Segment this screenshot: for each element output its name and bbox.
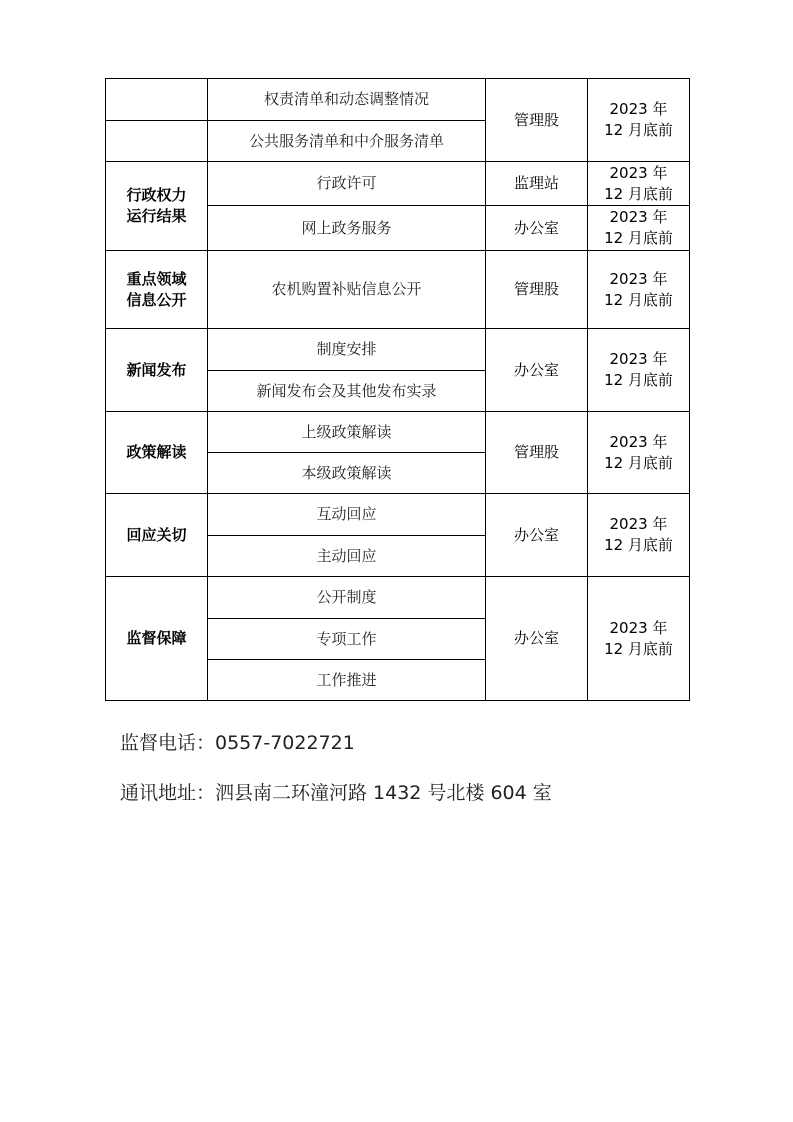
item-cell: 制度安排 — [208, 329, 486, 371]
item-cell: 本级政策解读 — [208, 453, 486, 494]
dept-cell: 办公室 — [486, 577, 588, 701]
date-deadline: 12 月底前 — [604, 453, 673, 472]
date-year: 2023 年 — [609, 515, 668, 533]
table-row — [106, 577, 690, 619]
date-cell — [588, 251, 690, 329]
category-cell — [106, 79, 208, 121]
supervision-phone: 监督电话：0557-7022721 — [120, 732, 355, 754]
mailing-address: 通讯地址：泗县南二环潼河路 1432 号北楼 604 室 — [120, 782, 552, 804]
category-line: 信息公开 — [126, 290, 187, 309]
date-cell — [588, 329, 690, 412]
item-cell: 行政许可 — [208, 162, 486, 206]
date-year: 2023 年 — [609, 432, 668, 451]
dept-cell: 管理股 — [486, 412, 588, 494]
category-line: 运行结果 — [126, 207, 187, 225]
table-row — [106, 329, 690, 371]
date-year: 2023 年 — [609, 163, 668, 182]
item-cell: 权责清单和动态调整情况 — [208, 79, 486, 121]
category-line: 行政权力 — [126, 186, 187, 204]
item-cell: 专项工作 — [208, 619, 486, 660]
category-cell: 政策解读 — [106, 412, 208, 494]
date-deadline: 12 月底前 — [604, 229, 673, 247]
table-row — [106, 494, 690, 536]
date-cell — [588, 412, 690, 494]
date-year: 2023 年 — [609, 350, 668, 368]
date-cell — [588, 494, 690, 577]
item-cell: 主动回应 — [208, 536, 486, 577]
table-row — [106, 251, 690, 329]
table-row — [106, 412, 690, 453]
dept-cell: 办公室 — [486, 329, 588, 412]
item-cell: 工作推进 — [208, 660, 486, 701]
category-cell: 监督保障 — [106, 577, 208, 701]
category-cell — [106, 251, 208, 329]
disclosure-table — [105, 78, 690, 701]
date-cell — [588, 162, 690, 206]
date-cell — [588, 577, 690, 701]
item-cell: 网上政务服务 — [208, 206, 486, 251]
date-year: 2023 年 — [609, 269, 668, 288]
category-line: 重点领域 — [126, 269, 187, 288]
dept-cell: 监理站 — [486, 162, 588, 206]
item-cell: 上级政策解读 — [208, 412, 486, 453]
date-deadline: 12 月底前 — [604, 290, 673, 309]
category-cell: 新闻发布 — [106, 329, 208, 412]
date-year: 2023 年 — [609, 618, 668, 637]
date-deadline: 12 月底前 — [604, 184, 673, 203]
date-deadline: 12 月底前 — [604, 121, 673, 139]
item-cell: 互动回应 — [208, 494, 486, 536]
item-cell: 农机购置补贴信息公开 — [208, 251, 486, 329]
date-year: 2023 年 — [609, 100, 668, 118]
date-year: 2023 年 — [609, 208, 668, 226]
item-cell: 公开制度 — [208, 577, 486, 619]
date-deadline: 12 月底前 — [604, 639, 673, 658]
date-cell — [588, 79, 690, 162]
dept-cell: 管理股 — [486, 251, 588, 329]
category-cell — [106, 162, 208, 251]
category-cell: 回应关切 — [106, 494, 208, 577]
date-deadline: 12 月底前 — [604, 536, 673, 554]
table-row — [106, 79, 690, 121]
date-cell — [588, 206, 690, 251]
dept-cell: 办公室 — [486, 206, 588, 251]
category-cell — [106, 121, 208, 162]
dept-cell: 办公室 — [486, 494, 588, 577]
item-cell: 公共服务清单和中介服务清单 — [208, 121, 486, 162]
dept-cell: 管理股 — [486, 79, 588, 162]
date-deadline: 12 月底前 — [604, 371, 673, 389]
table-row — [106, 162, 690, 206]
item-cell: 新闻发布会及其他发布实录 — [208, 371, 486, 412]
